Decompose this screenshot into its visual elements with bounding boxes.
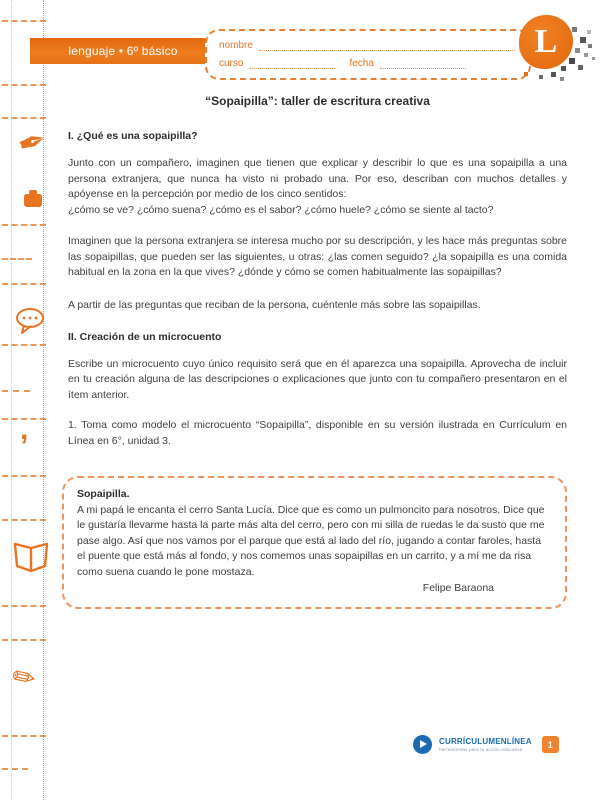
date-field-label: fecha: [349, 57, 374, 69]
margin-dash: [2, 735, 46, 737]
pixel-decor: [551, 72, 556, 77]
pixel-decor: [561, 66, 566, 71]
margin-dash: [2, 20, 46, 22]
name-field-label: nombre: [219, 40, 253, 52]
pixel-decor: [587, 30, 591, 34]
margin-dash: [2, 768, 28, 770]
pixel-decor: [592, 57, 595, 60]
worksheet-body: [68, 92, 567, 609]
pixel-decor: [575, 48, 580, 53]
section2-item1: 1. Toma como modelo el microcuento “Sopaipilla”, disponible en su versión ilustrada en Currículum en Línea en 6°, unidad 3.: [68, 419, 567, 447]
pixel-decor: [572, 27, 577, 32]
margin-dash: [2, 224, 46, 226]
pixel-decor: [584, 53, 588, 57]
pixel-decor: [580, 37, 586, 43]
inkwell-icon: [20, 184, 46, 214]
subject-banner: [30, 38, 216, 64]
margin-dash: [2, 344, 46, 346]
margin-dash: [2, 605, 46, 607]
curriculum-en-linea-logo-subtext: herramientas para la acción educativa: [439, 746, 523, 752]
pixel-decor: [578, 65, 583, 70]
pixel-decor: [569, 58, 575, 64]
story-body: A mi papá le encanta el cerro Santa Lucía. Dice que es como un pulmoncito para nosotros. Dice que le gustaría llevarme hasta la parte más alta del cerro, pero con mi silla de ruedas le da susto que me pase algo. Así que nos vamos por el parque que está al lado del río, jugando a contar faroles, hasta el puente que está más al fondo, y nos comemos unas sopaipillas en un carrito, y a mí me da risa como suena cuando le pone mostaza.: [77, 503, 545, 578]
section2-paragraph1: Escribe un microcuento cuyo único requisito será que en él aparezca una sopaipilla. Aprovecha de incluir en tu creación alguna de las descripciones o explicaciones que junto con tu compañero presentaron en el ítem anterior.: [68, 357, 567, 401]
pixel-decor: [588, 44, 592, 48]
story-box: [62, 476, 567, 609]
margin-dash: [2, 519, 46, 521]
curriculum-en-linea-logo-icon: [413, 735, 432, 754]
open-book-icon: [10, 538, 52, 580]
section2-heading: II. Creación de un microcuento: [68, 331, 222, 343]
margin-dash: [2, 639, 46, 641]
quill-icon: ✒: [12, 120, 52, 166]
pixel-decor: [524, 72, 528, 76]
speech-bubble-icon: [14, 306, 46, 340]
date-field-line: [380, 58, 466, 69]
margin-dash: [2, 117, 46, 119]
section1-paragraph2: Imaginen que la persona extranjera se interesa mucho por su descripción, y les hace más preguntas sobre las sopaipillas, que pueden ser las siguientes, u otras: ¿las comen seguido? ¿la sopaipilla es una comida habitual en la zona en la que vives? ¿dónde y cómo se comen habitualmente las sopaipillas?: [68, 235, 567, 278]
lenguaje-logo: [519, 15, 573, 69]
section1-heading: I. ¿Qué es una sopaipilla?: [68, 129, 198, 142]
pixel-decor: [560, 77, 564, 81]
section1-questions: ¿cómo se ve? ¿cómo suena? ¿cómo es el sabor? ¿cómo huele? ¿cómo se siente al tacto?: [68, 203, 494, 216]
section1-paragraph1: Junto con un compañero, imaginen que tienen que explicar y describir lo que es una sopaipilla a una persona extranjera, que nunca ha visto ni probado una. Por eso, describan con muchos detalles y apóyense en la percepción por medio de los cinco sentidos:: [68, 157, 567, 200]
student-info-box: [205, 29, 531, 80]
comma-icon: ,: [20, 413, 29, 446]
margin-dash: [2, 475, 46, 477]
curriculum-en-linea-logo-text: CURRÍCULUMENLÍNEA: [439, 737, 532, 747]
page-title: “Sopaipilla”: taller de escritura creativa: [205, 94, 430, 108]
pixel-decor: [539, 75, 543, 79]
section1-paragraph3: A partir de las preguntas que reciban de la persona, cuéntenle más sobre las sopaipillas.: [68, 298, 481, 311]
margin-dash: [2, 390, 30, 392]
footer: [413, 735, 559, 754]
lenguaje-logo-letter: L: [534, 23, 558, 60]
margin-dash: [2, 258, 32, 260]
margin-dash: [2, 84, 46, 86]
margin-dash: [2, 283, 46, 285]
subject-label: lenguaje • 6º básico: [68, 44, 178, 58]
margin-dotted-line: [43, 0, 44, 800]
story-author: Felipe Baraona: [422, 582, 494, 594]
course-field-label: curso: [219, 57, 244, 69]
pencil-icon: ✏: [9, 659, 39, 696]
name-field-line: [259, 40, 515, 51]
page-number-badge: 1: [542, 736, 559, 753]
course-field-line: [249, 58, 335, 69]
story-title: Sopaipilla.: [77, 488, 130, 500]
decorative-margin-strip: [0, 0, 56, 800]
